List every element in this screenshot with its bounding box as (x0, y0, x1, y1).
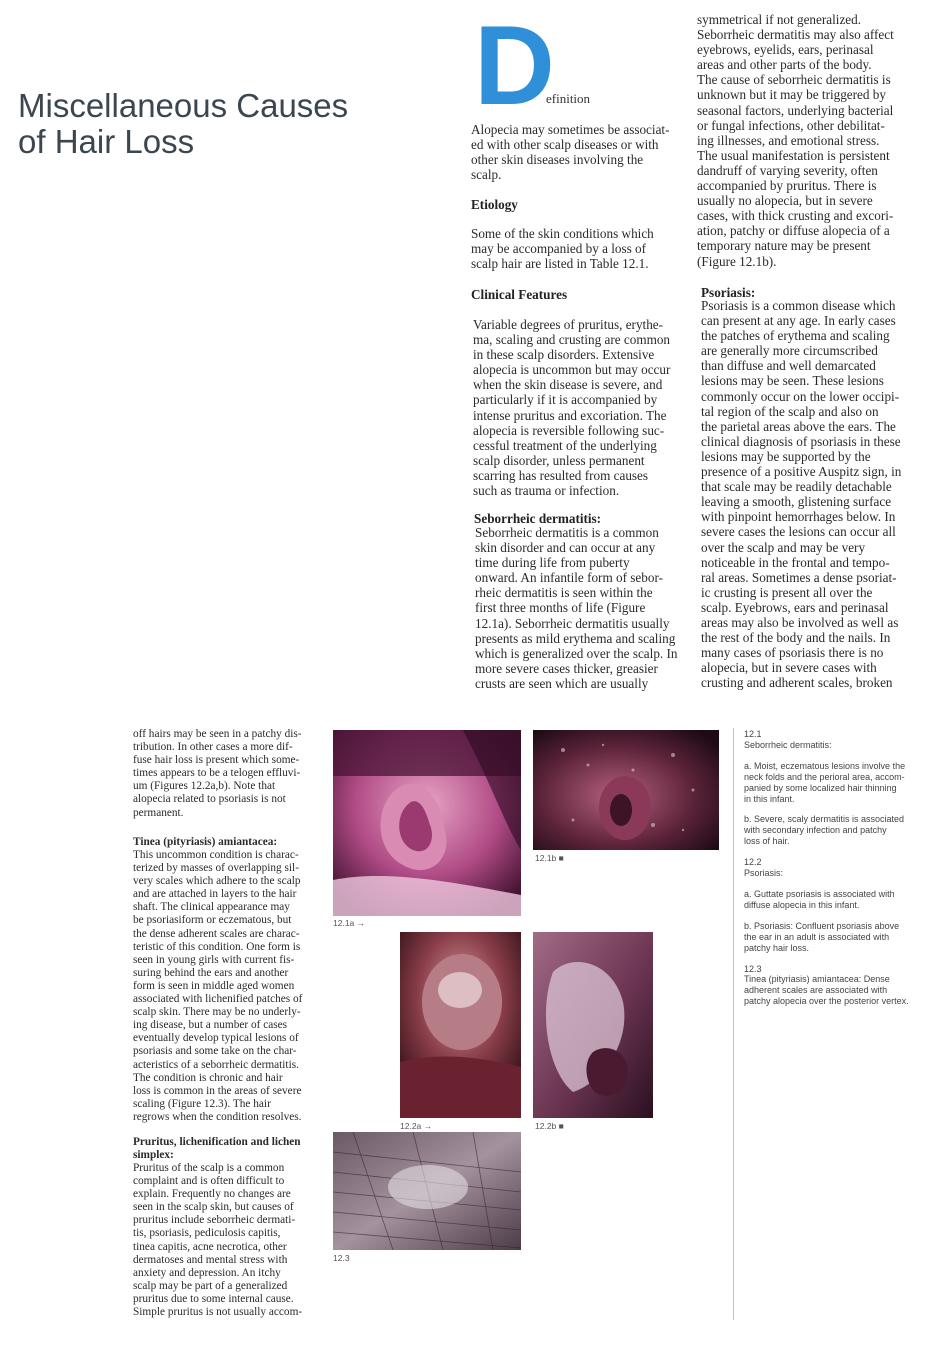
text-line: scalp skin. There may be no underly- (133, 1006, 301, 1019)
text-line: loss of hair. (744, 836, 790, 847)
text-line: more severe cases thicker, greasier (475, 660, 658, 676)
text-line: first three months of life (Figure (475, 600, 646, 616)
text-line: b. Psoriasis: Confluent psoriasis above (744, 920, 900, 931)
clinical-paragraph (473, 317, 693, 498)
text-line: or fungal infections, other debilitat- (697, 117, 885, 133)
caption-12-1-title: Seborrheic dermatitis: (744, 739, 832, 750)
text-line: presents as mild erythema and scaling (475, 630, 676, 646)
text-line: skin disorder and can occur at any (475, 540, 656, 556)
text-line: suring behind the ears and another (133, 966, 289, 979)
text-line: may be accompanied by a loss of (471, 241, 647, 257)
text-line: times appears to be a telogen effluvi- (133, 767, 301, 780)
caption-12-2-b (744, 921, 922, 954)
psoriasis-continued-paragraph (133, 728, 323, 820)
text-line: accompanied by pruritus. There is (697, 178, 877, 194)
text-line: adherent scales are associated with (744, 985, 888, 996)
caption-column-divider (733, 728, 734, 1320)
text-line: tal region of the scalp and also on (701, 403, 879, 419)
text-line: alopecia is uncommon but may occur (473, 362, 671, 378)
text-line: Pruritus, lichenification and lichen (133, 1136, 301, 1148)
text-line: pruritus include seborrheic dermati- (133, 1214, 296, 1227)
text-line: noticeable in the frontal and tempo- (701, 554, 890, 570)
text-line: fuse hair loss is present which some- (133, 754, 300, 767)
text-line: off hairs may be seen in a patchy dis- (133, 728, 302, 740)
text-line: The cause of seborrheic dermatitis is (697, 72, 891, 88)
caption-12-2-title: Psoriasis: (744, 868, 784, 879)
pruritus-heading (133, 1136, 323, 1162)
text-line: symmetrical if not generalized. (697, 12, 862, 27)
text-line: Simple pruritus is not usually accom- (133, 1306, 303, 1319)
text-line: Tinea (pityriasis) amiantacea: Dense (744, 974, 890, 985)
text-line: such as trauma or infection. (473, 483, 620, 499)
text-line: the patches of erythema and scaling (701, 328, 890, 344)
text-line: Variable degrees of pruritus, erythe- (473, 317, 664, 332)
text-line: very scales which adhere to the scalp (133, 875, 301, 888)
text-line: a. Moist, eczematous lesions involve the (744, 760, 906, 771)
text-line: the ear in an adult is associated with (744, 931, 890, 942)
text-line: regrows when the condition resolves. (133, 1110, 302, 1123)
text-line: with pinpoint hemorrhages below. In (701, 509, 896, 525)
text-line: ing disease, but a number of cases (133, 1019, 288, 1032)
text-line: panied by some localized hair thinning (744, 782, 897, 793)
figure-12-2a-number: 12.2a (400, 1121, 422, 1131)
text-line: temporary nature may be present (697, 238, 871, 254)
caption-12-1-b (744, 814, 922, 847)
text-line: be psoriasiform or eczematous, but (133, 914, 292, 927)
text-line: cases, with thick crusting and excori- (697, 208, 894, 224)
figure-12-1b-photo (533, 730, 719, 850)
square-marker-icon: ■ (558, 1121, 564, 1131)
text-line: alopecia, but in severe cases with (701, 660, 877, 676)
text-line: scalp may be part of a generalized (133, 1279, 288, 1292)
dropcap-letter: D (476, 20, 555, 106)
text-line: eyebrows, eyelids, ears, perinasal (697, 42, 874, 58)
text-line: pruritus due to some internal cause. (133, 1292, 294, 1305)
text-line: explain. Frequently no changes are (133, 1188, 291, 1201)
text-line: seen in the scalp skin, but causes of (133, 1201, 294, 1214)
text-line: b. Severe, scaly dermatitis is associated (744, 814, 905, 825)
text-line: a. Guttate psoriasis is associated with (744, 888, 895, 899)
caption-12-2-number: 12.2 (744, 857, 762, 868)
text-line: um (Figures 12.2a,b). Note that (133, 780, 276, 793)
text-line: over the scalp and may be very (701, 539, 866, 555)
text-line: simplex: (133, 1149, 174, 1162)
figure-12-1b-number: 12.1b (535, 853, 557, 863)
text-line: (Figure 12.1b). (697, 253, 777, 269)
text-line: time during life from puberty (475, 555, 630, 571)
text-line: tribution. In other cases a more dif- (133, 741, 293, 754)
figure-12-1b-label (535, 853, 564, 863)
text-line: Alopecia may sometimes be associat- (471, 122, 670, 137)
text-line: when the skin disease is severe, and (473, 377, 663, 393)
text-line: many cases of psoriasis there is no (701, 645, 884, 661)
text-line: severe cases the lesions can occur all (701, 524, 896, 540)
page-title (18, 88, 438, 160)
figure-12-1a-number: 12.1a (333, 918, 355, 928)
text-line: the parietal areas above the ears. The (701, 418, 896, 434)
text-line: in this infant. (744, 793, 795, 804)
text-line: are generally more circumscribed (701, 343, 878, 359)
clinical-heading: Clinical Features (471, 287, 568, 302)
text-line: usually no alopecia, but in severe (697, 193, 873, 209)
text-line: shaft. The clinical appearance may (133, 901, 290, 914)
tinea-heading: Tinea (pityriasis) amiantacea: (133, 836, 278, 848)
text-line: than diffuse and well demarcated (701, 358, 876, 374)
tinea-paragraph (133, 849, 323, 1124)
text-line: that scale may be readily detachable (701, 479, 892, 495)
figure-12-3-photo (333, 1132, 521, 1250)
text-line: alopecia related to psoriasis is not (133, 793, 286, 806)
text-line: ma, scaling and crusting are common (473, 332, 671, 348)
text-line: ed with other scalp diseases or with (471, 137, 659, 153)
text-line: form is seen in middle aged women (133, 979, 295, 992)
text-line: commonly occur on the lower occipi- (701, 388, 900, 404)
text-line: the rest of the body and the nails. In (701, 630, 891, 646)
text-line: clinical diagnosis of psoriasis in these (701, 433, 901, 449)
text-line: tinea capitis, acne necrotica, other (133, 1240, 287, 1253)
psoriasis-heading: Psoriasis: (701, 285, 756, 300)
figure-12-2a-photo (400, 932, 521, 1118)
text-line: and are attached in layers to the hair (133, 888, 297, 901)
figure-12-1a-label (333, 918, 365, 928)
figure-12-2b-photo (533, 932, 653, 1118)
text-line: associated with lichenified patches of (133, 993, 303, 1006)
text-line: intense pruritus and excoriation. The (473, 407, 667, 423)
arrow-right-icon: → (356, 918, 366, 928)
seborrheic-heading: Seborrheic dermatitis: (474, 511, 602, 526)
text-line: patchy hair loss. (744, 942, 810, 953)
text-line: acteristics of a seborrheic dermatitis. (133, 1058, 299, 1071)
text-line: patchy alopecia over the posterior vertex. (744, 996, 909, 1007)
caption-12-1-a (744, 761, 922, 805)
pruritus-paragraph (133, 1162, 323, 1319)
text-line: Psoriasis is a common disease which (701, 298, 896, 313)
figure-12-2a-label (400, 1121, 432, 1131)
text-line: scalp. (471, 167, 502, 183)
text-line: scarring has resulted from causes (473, 467, 649, 483)
text-line: ing illnesses, and emotional stress. (697, 132, 880, 148)
etiology-heading: Etiology (471, 197, 518, 212)
caption-12-3-number: 12.3 (744, 963, 762, 974)
arrow-right-icon: → (423, 1121, 433, 1131)
text-line: teristic of this condition. One form is (133, 940, 301, 953)
text-line: scalp hair are listed in Table 12.1. (471, 256, 649, 272)
text-line: scaling (Figure 12.3). The hair (133, 1097, 271, 1110)
text-line: The usual manifestation is persistent (697, 147, 890, 163)
text-line: terized by masses of overlapping sil- (133, 862, 299, 875)
text-line: crusting and adherent scales, broken (701, 675, 893, 691)
text-line: ic crusting is present all over the (701, 584, 873, 600)
figure-12-2b-label (535, 1121, 564, 1131)
text-line: particularly if it is accompanied by (473, 392, 658, 408)
text-line: Pruritus of the scalp is a common (133, 1162, 285, 1174)
text-line: unknown but it may be triggered by (697, 87, 886, 103)
text-line: Seborrheic dermatitis may also affect (697, 27, 894, 43)
text-line: neck folds and the perioral area, accom- (744, 771, 905, 782)
page-title-line-2: of Hair Loss (18, 123, 195, 160)
text-line: alopecia is reversible following suc- (473, 422, 665, 438)
caption-12-2-a (744, 889, 922, 911)
text-line: 12.1a). Seborrheic dermatitis usually (475, 615, 670, 631)
text-line: can present at any age. In early cases (701, 313, 896, 329)
text-line: areas may also be involved as well as (701, 614, 899, 630)
definition-paragraph (471, 122, 691, 182)
caption-12-1 (744, 729, 922, 1007)
text-line: ation, patchy or diffuse alopecia of a (697, 223, 890, 239)
text-line: eventually develop typical lesions of (133, 1032, 299, 1045)
text-line: scalp. Eyebrows, ears and perinasal (701, 599, 889, 615)
text-line: loss is common in the areas of severe (133, 1084, 302, 1097)
caption-12-3-text (744, 974, 922, 1007)
seborrheic-paragraph-right (697, 12, 919, 269)
text-line: in these scalp disorders. Extensive (473, 347, 655, 363)
text-line: areas and other parts of the body. (697, 57, 872, 73)
text-line: anxiety and depression. An itchy (133, 1266, 281, 1279)
text-line: tis, psoriasis, pediculosis capitis, (133, 1227, 281, 1240)
text-line: seasonal factors, underlying bacterial (697, 102, 894, 118)
etiology-paragraph (471, 226, 691, 271)
text-line: psoriasis and some take on the char- (133, 1045, 297, 1058)
definition-heading-rest: efinition (546, 91, 591, 106)
figure-12-3-label: 12.3 (333, 1253, 350, 1263)
text-line: dandruff of varying severity, often (697, 162, 878, 178)
text-line: the dense adherent scales are charac- (133, 927, 300, 940)
text-line: dermatoses and mental stress with (133, 1253, 288, 1266)
caption-12-1-number: 12.1 (744, 729, 762, 739)
text-line: diffuse alopecia in this infant. (744, 899, 860, 910)
text-line: onward. An infantile form of sebor- (475, 570, 663, 586)
figure-12-2b-number: 12.2b (535, 1121, 557, 1131)
text-line: scalp disorder, unless permanent (473, 452, 645, 468)
text-line: lesions may be supported by the (701, 448, 871, 464)
text-line: other skin diseases involving the (471, 152, 644, 168)
text-line: This uncommon condition is charac- (133, 849, 299, 861)
text-line: cessful treatment of the underlying (473, 437, 657, 453)
text-line: which is generalized over the scalp. In (475, 645, 678, 661)
page-title-line-1: Miscellaneous Causes (18, 87, 349, 124)
text-line: Some of the skin conditions which (471, 226, 654, 241)
psoriasis-paragraph (701, 298, 923, 690)
text-line: seen in young girls with current fis- (133, 953, 295, 966)
figure-12-1a-photo (333, 730, 521, 916)
text-line: lesions may be seen. These lesions (701, 373, 884, 389)
text-line: permanent. (133, 806, 184, 819)
text-line: crusts are seen which are usually (475, 675, 649, 691)
text-line: complaint and is often difficult to (133, 1175, 285, 1188)
text-line: leaving a smooth, glistening surface (701, 494, 892, 510)
text-line: rheic dermatitis is seen within the (475, 585, 653, 601)
text-line: presence of a positive Auspitz sign, in (701, 464, 902, 480)
text-line: The condition is chronic and hair (133, 1071, 283, 1084)
text-line: ral areas. Sometimes a dense psoriat- (701, 569, 897, 585)
seborrheic-paragraph-left (475, 525, 695, 691)
text-line: with secondary infection and patchy (744, 825, 887, 836)
square-marker-icon: ■ (558, 853, 564, 863)
text-line: Seborrheic dermatitis is a common (475, 525, 659, 540)
